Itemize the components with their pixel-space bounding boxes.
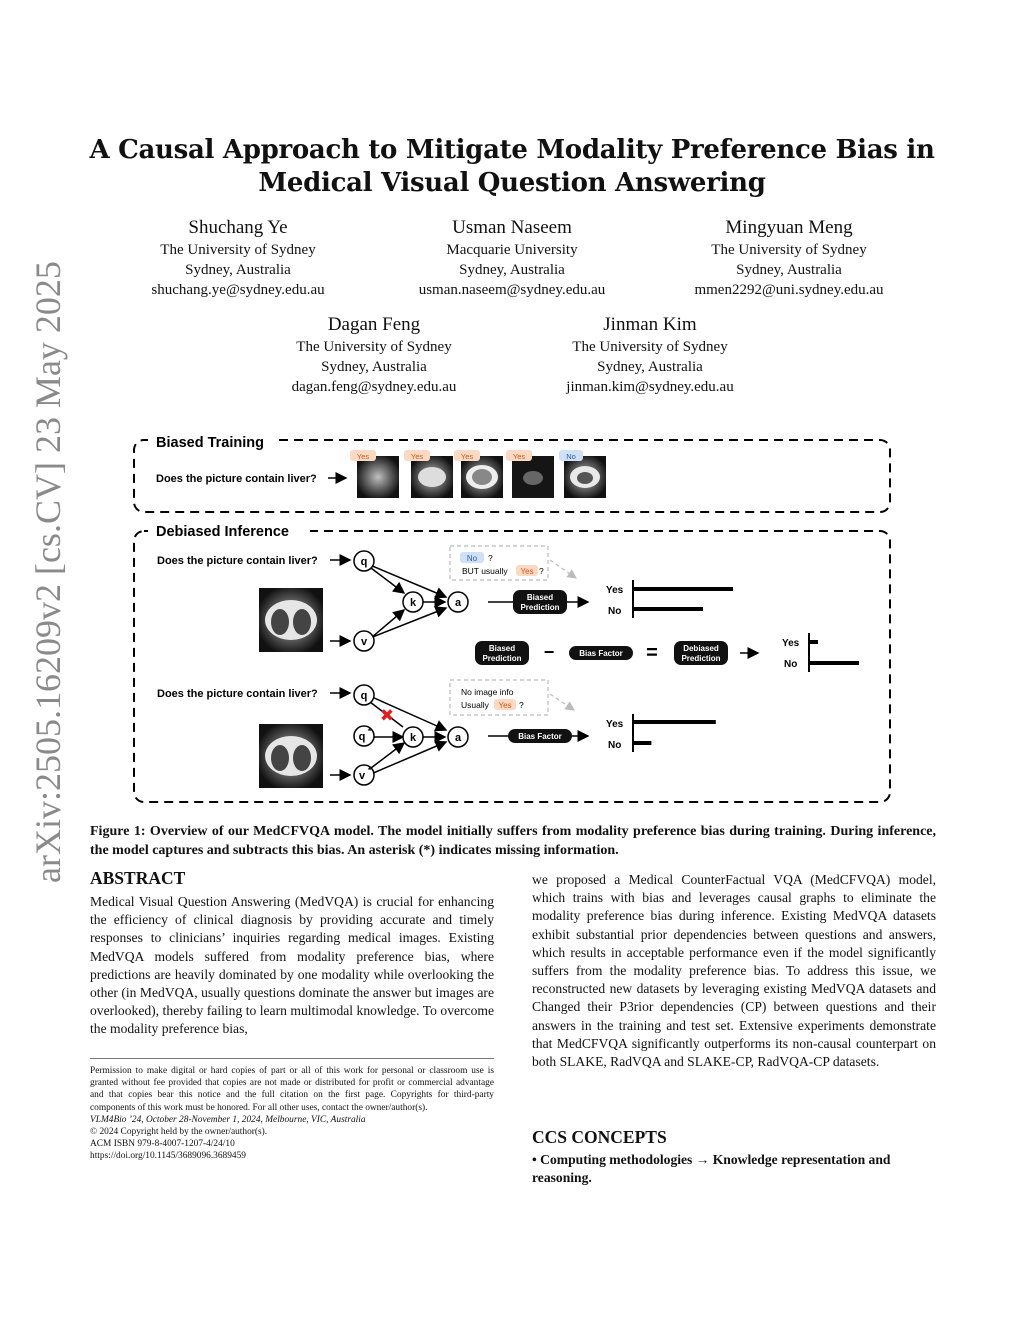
bar-yes [809,640,818,644]
author-block [668,216,910,300]
author-email: usman.naseem@sydney.edu.au [418,282,606,298]
abstract-text: Medical Visual Question Answering (MedVQA) is crucial for enhancing the efficiency of clinical diagnosis by providing accurate and timely responses to clinicians’ inquiries regarding medical images. Existing MedVQA models suffered from modality preference bias, where predictions are heavily dominated by one modality while overlooking the other (in MedVQA, usually questions dominate the answer but images are overlooked), thereby failing to learn multimodal knowledge. To overcome the modality preference bias, [90,894,494,1037]
thumb-label-yes: Yes [410,452,424,461]
equals-sign: = [646,642,658,664]
author-location: Sydney, Australia [321,359,427,375]
bubble-yes: Yes [520,567,534,576]
chart-label-yes: Yes [606,719,624,730]
chart-label-no: No [608,740,622,751]
abstract-text: we proposed a Medical CounterFactual VQA (MedCFVQA) model, which trains with bias and leverages causal graphs to eliminate the modality preference bias during inference. Existing MedVQA datasets exhibit substantial prior dependencies between questions and answers, which results in acceptable performance even if the model significantly suffers from the modality preference bias. To address this issue, we reconstructed new datasets by leveraging existing MedVQA datasets and Changed their P3rior dependencies (CP) between questions and their answers in the training and test set. Extensive experiments demonstrate that MedCFVQA significantly outperforms its non-causal counterpart on both SLAKE, RadVQA and SLAKE-CP, RadVQA-CP datasets. [532,872,936,1070]
bubble-but-usually: BUT usually [462,566,508,576]
node-q: q [360,556,368,568]
minus-sign: − [543,642,555,662]
debiased-inference-title: Debiased Inference [156,524,289,540]
bar-yes [633,720,716,724]
author-block [120,216,356,300]
thumb-label-yes: Yes [512,452,526,461]
question-text: Does the picture contain liver? [157,555,318,567]
chart-biased-prediction [606,580,733,618]
author-location: Sydney, Australia [597,359,703,375]
arxiv-identifier: arXiv:2505.16209v2 [cs.CV] 23 May 2025 [28,261,68,883]
author-block [393,216,631,300]
author-location: Sydney, Australia [736,262,842,278]
author-name: Mingyuan Meng [725,217,853,238]
chart-label-no: No [608,606,622,617]
ct-thumbnail [454,450,503,498]
bar-no [809,661,859,665]
pill-text: Bias Factor [579,649,623,658]
ct-thumbnail [350,450,399,498]
chart-label-yes: Yes [606,585,624,596]
doi-text: https://doi.org/10.1145/3689096.3689459 [90,1151,246,1162]
node-v-star: v [358,770,366,782]
ct-thumbnail [559,450,606,498]
bar-yes [633,587,733,591]
bar-no [633,607,703,611]
node-v: v [360,636,368,648]
author-email: dagan.feng@sydney.edu.au [291,379,457,395]
asterisk: * [368,766,372,775]
venue-text: VLM4Bio ’24, October 28-November 1, 2024, Melbourne, VIC, Australia [90,1114,366,1125]
figure-caption: Figure 1: Overview of our MedCFVQA model. The model initially suffers from modality preference bias during training. During inference, the model captures and subtracts this bias. An asterisk (*) indicates missing information. [90,824,936,858]
asterisk: * [368,727,372,736]
author-name: Jinman Kim [603,314,697,335]
pill-text: Biased [526,593,554,602]
title-line-1: A Causal Approach to Mitigate Modality Preference Bias in [89,135,935,165]
chart-bias-factor [606,714,716,752]
chart-debiased-prediction [782,633,859,672]
chart-label-yes: Yes [782,638,800,649]
bubble-question: ? [519,700,524,710]
author-name: Shuchang Ye [188,217,288,238]
node-q-star: q [358,731,366,743]
pill-text: Bias Factor [518,732,562,741]
figure-overview [128,430,898,806]
author-block [534,313,766,397]
abstract-right-column [532,871,936,1071]
pill-text: Prediction [681,654,721,663]
bubble-no-image-info: No image info [461,687,514,697]
author-name: Usman Naseem [452,217,572,238]
bubble-usually: Usually [461,700,489,710]
bubble-yes: Yes [498,701,512,710]
ccs-heading: CCS CONCEPTS [532,1127,667,1147]
pill-text: Prediction [482,654,522,663]
chart-label-no: No [784,659,798,670]
pill-text: Debiased [683,644,719,653]
thumb-label-no: No [566,452,576,461]
node-a: a [454,597,462,609]
abstract-left-column [90,893,494,1039]
permission-text: Permission to make digital or hard copies of part or all of this work for personal or classroom use is granted without fee provided that copies are not made or distributed for profit or commercial advantage and that copies bear this notice and the full citation on the first page. Copyrights for third-party components of this work must be honored. For all other uses, contact the owner/author(s). [90,1066,494,1113]
author-email: jinman.kim@sydney.edu.au [566,379,734,395]
ct-thumbnail [506,450,554,498]
question-text: Does the picture contain liver? [156,473,317,485]
pill-text: Prediction [520,603,560,612]
author-location: Sydney, Australia [185,262,291,278]
author-affiliation: The University of Sydney [572,339,728,355]
ct-thumbnail [404,450,453,498]
author-email: mmen2292@uni.sydney.edu.au [694,282,884,298]
thumb-label-yes: Yes [356,452,370,461]
bubble-question: ? [539,566,544,576]
author-affiliation: Macquarie University [446,242,578,258]
cross-icon: ✖ [379,706,395,725]
footnote [90,1058,494,1163]
thumb-label-yes: Yes [460,452,474,461]
author-email: shuchang.ye@sydney.edu.au [151,282,325,298]
abstract-heading: ABSTRACT [90,868,186,888]
author-affiliation: The University of Sydney [296,339,452,355]
author-name: Dagan Feng [327,314,421,335]
node-a: a [454,732,462,744]
bubble-question: ? [488,553,493,563]
author-block [258,313,490,397]
node-q: q [360,690,368,702]
question-text: Does the picture contain liver? [157,688,318,700]
node-k: k [409,597,417,609]
bar-no [633,741,651,745]
pill-text: Biased [488,644,516,653]
title-line-2: Medical Visual Question Answering [258,168,766,198]
author-location: Sydney, Australia [459,262,565,278]
biased-training-title: Biased Training [156,435,264,451]
paper-title [60,134,964,200]
copyright-text: © 2024 Copyright held by the owner/author(s). [90,1127,268,1138]
node-k: k [409,732,417,744]
isbn-text: ACM ISBN 979-8-4007-1207-4/24/10 [90,1139,235,1150]
ccs-text: • Computing methodologies → Knowledge representation and reasoning. [532,1152,891,1186]
author-affiliation: The University of Sydney [711,242,867,258]
author-affiliation: The University of Sydney [160,242,316,258]
bubble-no: No [466,554,478,563]
